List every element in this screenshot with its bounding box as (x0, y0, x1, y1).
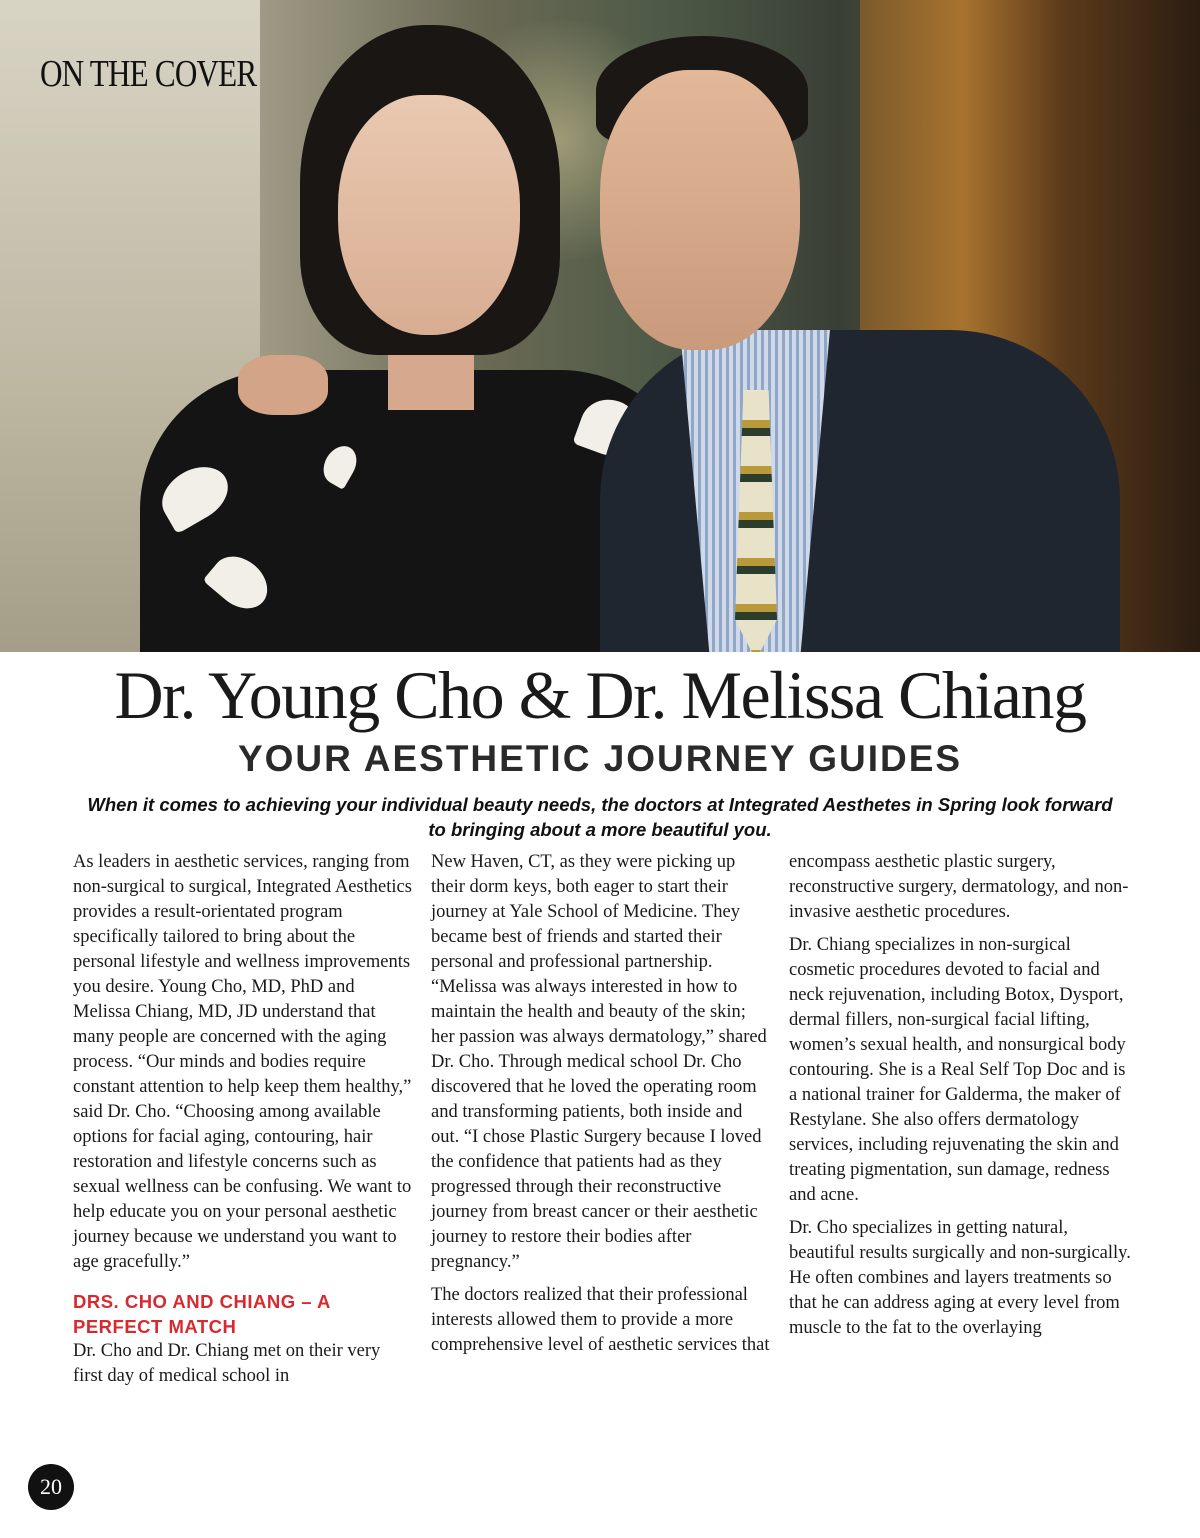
section-subheading: DRS. CHO AND CHIANG – A PERFECT MATCH (73, 1291, 331, 1337)
paragraph: The doctors realized that their professional interests allowed them to provide a more comprehensive level of aesthetic services that (431, 1285, 770, 1355)
man-hand-on-shoulder (238, 355, 328, 415)
woman-face (338, 95, 520, 335)
article-column-1 (73, 850, 413, 1397)
page-title: Dr. Young Cho & Dr. Melissa Chiang (114, 657, 1086, 733)
paragraph: Dr. Chiang specializes in non-surgical cosmetic procedures devoted to facial and neck rejuvenation, including Botox, Dysport, dermal fillers, non-surgical facial lifting, women’s sexual health, and nonsurgical body contouring. She is a Real Self Top Doc and is a national trainer for Galderma, the maker of Restylane. She also offers dermatology services, including rejuvenating the skin and treating pigmentation, sun damage, redness and acne. (789, 935, 1126, 1205)
section-label: ON THE COVER (40, 53, 257, 95)
article-column-2 (431, 850, 771, 1366)
paragraph: As leaders in aesthetic services, ranging from non-surgical to surgical, Integrated Aesthetics provides a result-orientated program specifically tailored to bring about the personal lifestyle and wellness improvements you desire. Young Cho, MD, PhD and Melissa Chiang, MD, JD understand that many people are concerned with the aging process. “Our minds and bodies require constant attention to help keep them healthy,” said Dr. Cho. “Choosing among available options for facial aging, contouring, hair restoration and lifestyle concerns such as sexual wellness can be confusing. We want to help educate you on your personal aesthetic journey because we understand you want to age gracefully.” (73, 852, 412, 1272)
man-face (600, 70, 800, 350)
cover-photo (0, 0, 1200, 652)
page-number: 20 (28, 1464, 74, 1510)
paragraph: Dr. Cho and Dr. Chiang met on their very first day of medical school in (73, 1341, 381, 1386)
paragraph: New Haven, CT, as they were picking up their dorm keys, both eager to start their journey at Yale School of Medicine. They became best of friends and started their personal and professional partnership. “Melissa was always interested in how to maintain the health and beauty of the skin; her passion was always dermatology,” shared Dr. Cho. Through medical school Dr. Cho discovered that he loved the operating room and transforming patients, both inside and out. “I chose Plastic Surgery because I loved the confidence that patients had as they progressed through their reconstructive journey from breast cancer or their aesthetic journey to restore their bodies after pregnancy.” (431, 852, 767, 1272)
article-dek: When it comes to achieving your individual beauty needs, the doctors at Integrated Aesthetes in Spring look forward to bringing about a more beautiful you. (87, 794, 1113, 840)
article-column-3 (789, 850, 1134, 1349)
page-subtitle: YOUR AESTHETIC JOURNEY GUIDES (237, 738, 963, 779)
paragraph: Dr. Cho specializes in getting natural, beautiful results surgically and non-surgically. He often combines and layers treatments so that he can address aging at every level from muscle to the fat to the overlaying (789, 1218, 1131, 1338)
man-suit (600, 330, 1120, 652)
paragraph: encompass aesthetic plastic surgery, reconstructive surgery, dermatology, and non-invasive aesthetic procedures. (789, 852, 1129, 922)
